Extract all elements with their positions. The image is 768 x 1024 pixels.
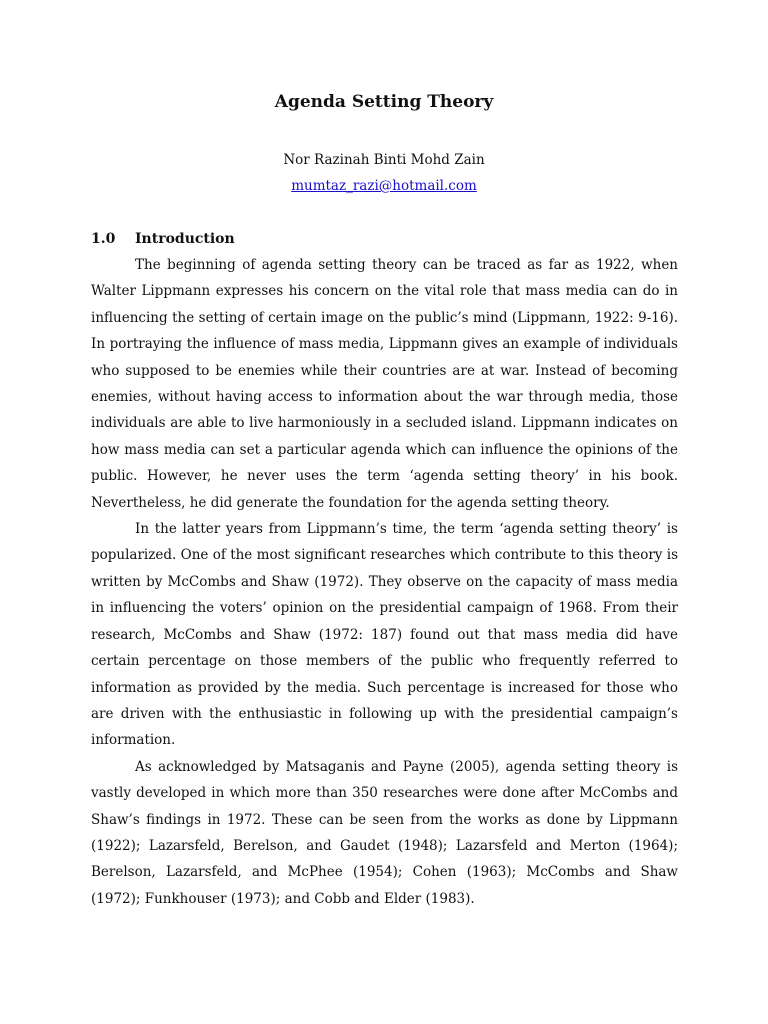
paragraph: In the latter years from Lippmann’s time, the term ‘agenda setting theory’ is popularized. One of the most significant researches which contribute to this theory is written by McCombs and Shaw (1972). They observe on the capacity of mass media in influencing the voters’ opinion on the presidential campaign of 1968. From their research, McCombs and Shaw (1972: 187) found out that mass media did have certain percentage on those members of the public who frequently referred to information as provided by the media. Such percentage is increased for those who are driven with the enthusiastic in following up with the presidential campaign’s information. [91,521,678,749]
email-link[interactable]: mumtaz_razi@hotmail.com [291,178,477,194]
author-email [0,173,768,199]
section-title: Introduction [135,231,235,247]
paper-title: Agenda Setting Theory [274,92,494,112]
section-body [91,252,678,912]
paragraph: The beginning of agenda setting theory can be traced as far as 1922, when Walter Lippmann expresses his concern on the vital role that mass media can do in influencing the setting of certain image on the public’s mind (Lippmann, 1922: 9-16). In portraying the influence of mass media, Lippmann gives an example of individuals who supposed to be enemies while their countries are at war. Instead of becoming enemies, without having access to information about the war through media, those individuals are able to live harmoniously in a secluded island. Lippmann indicates on how mass media can set a particular agenda which can influence the opinions of the public. However, he never uses the term ‘agenda setting theory’ in his book. Nevertheless, he did generate the foundation for the agenda setting theory. [91,257,678,511]
section-heading [91,226,235,252]
paragraph: As acknowledged by Matsaganis and Payne (2005), agenda setting theory is vastly developed in which more than 350 researches were done after McCombs and Shaw’s findings in 1972. These can be seen from the works as done by Lippmann (1922); Lazarsfeld, Berelson, and Gaudet (1948); Lazarsfeld and Merton (1964); Berelson, Lazarsfeld, and McPhee (1954); Cohen (1963); McCombs and Shaw (1972); Funkhouser (1973); and Cobb and Elder (1983). [91,758,678,907]
author-name: Nor Razinah Binti Mohd Zain [283,152,485,168]
section-number: 1.0 [91,231,116,247]
